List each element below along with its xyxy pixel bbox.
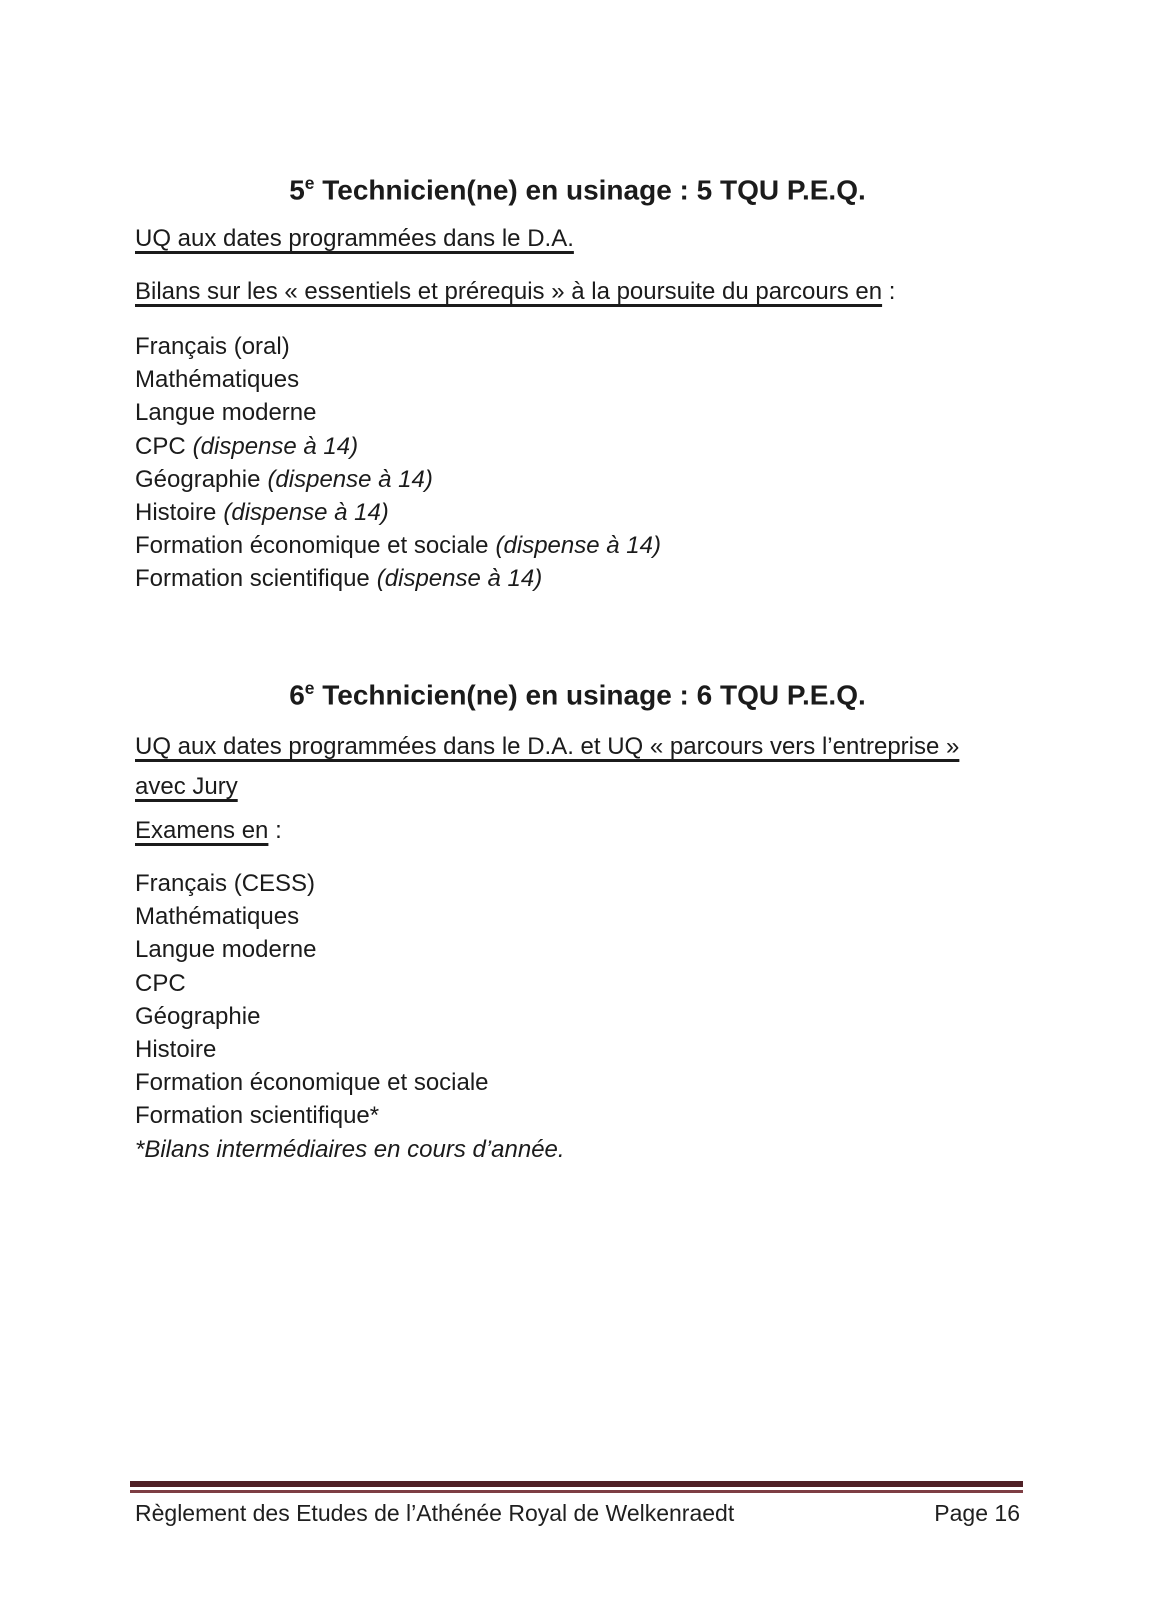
subject-line xyxy=(135,330,1020,363)
footnote-line xyxy=(135,1133,1020,1166)
subject-line xyxy=(135,1099,1020,1132)
section-5-intro xyxy=(135,222,1020,255)
subject-line xyxy=(135,562,1020,595)
section-6-title xyxy=(135,670,1020,713)
section-6-exams-underlined: Examens en xyxy=(135,817,269,844)
section-5-bilans-underlined: Bilans sur les « essentiels et prérequis » à la poursuite du parcours en xyxy=(135,278,883,305)
section-6-intro-line1-wrap xyxy=(135,727,1020,767)
subject-line xyxy=(135,967,1020,1000)
footer-rule-thin xyxy=(130,1490,1023,1493)
subject-line xyxy=(135,1066,1020,1099)
section-5-title xyxy=(135,165,1020,208)
section-5-bilans-colon: : xyxy=(882,278,896,305)
footer-document-title: Règlement des Etudes de l’Athénée Royal de Welkenraedt xyxy=(135,1500,735,1526)
subject-note: (dispense à 14) xyxy=(376,565,543,593)
subject-name: Histoire xyxy=(135,499,217,527)
subject-name: Français (CESS) xyxy=(135,870,316,897)
subject-line xyxy=(135,529,1020,562)
subject-name: Histoire xyxy=(135,1036,217,1064)
subject-name: Langue moderne xyxy=(135,936,317,964)
section-6-subject-list xyxy=(135,867,1020,1166)
subject-note: (dispense à 14) xyxy=(223,499,389,527)
section-6-intro-line2: avec Jury xyxy=(135,773,238,800)
subject-line xyxy=(135,496,1020,529)
section-5-intro-text: UQ aux dates programmées dans le D.A. xyxy=(135,225,574,252)
footnote-text: *Bilans intermédiaires en cours d’année. xyxy=(135,1135,565,1163)
section-6-intro-line2-wrap xyxy=(135,767,1020,807)
subject-note: (dispense à 14) xyxy=(267,465,433,493)
subject-name: Mathématiques xyxy=(135,366,300,394)
section-6-intro xyxy=(135,727,1020,807)
page-footer xyxy=(135,1498,1020,1528)
section-6-title-text: Technicien(ne) en usinage : 6 TQU P.E.Q. xyxy=(314,679,866,711)
subject-name: Mathématiques xyxy=(135,903,300,931)
subject-line xyxy=(135,363,1020,396)
subject-line xyxy=(135,933,1020,966)
footer-page-number: Page 16 xyxy=(934,1500,1020,1526)
section-6-exams-line xyxy=(135,814,1020,847)
subject-line xyxy=(135,900,1020,933)
section-6-intro-line1: UQ aux dates programmées dans le D.A. et UQ « parcours vers l’entreprise » xyxy=(135,733,960,760)
subject-name: Formation scientifique* xyxy=(135,1102,380,1130)
subject-name: Formation économique et sociale xyxy=(135,532,489,560)
section-5-title-text: Technicien(ne) en usinage : 5 TQU P.E.Q. xyxy=(314,174,866,206)
subject-name: Formation économique et sociale xyxy=(135,1069,489,1097)
subject-name: CPC xyxy=(135,432,186,460)
subject-line xyxy=(135,396,1020,429)
subject-line xyxy=(135,463,1020,496)
subject-name: Géographie xyxy=(135,1002,261,1030)
section-6-title-number: 6 xyxy=(289,679,305,711)
subject-note: (dispense à 14) xyxy=(495,532,661,560)
section-5-subject-list xyxy=(135,330,1020,596)
section-5-bilans-line xyxy=(135,275,1020,308)
footer-rule-thick xyxy=(130,1481,1023,1487)
subject-name: CPC xyxy=(135,969,186,997)
subject-name: Français (oral) xyxy=(135,333,290,360)
subject-name: Langue moderne xyxy=(135,399,317,427)
section-5-title-superscript: e xyxy=(304,173,315,193)
subject-note: (dispense à 14) xyxy=(192,432,359,460)
section-6-title-superscript: e xyxy=(304,678,315,698)
section-5-title-number: 5 xyxy=(289,174,305,206)
subject-name: Formation scientifique xyxy=(135,565,370,593)
subject-name: Géographie xyxy=(135,465,261,493)
subject-line xyxy=(135,1033,1020,1066)
subject-line xyxy=(135,867,1020,900)
subject-line xyxy=(135,1000,1020,1033)
section-6-exams-colon: : xyxy=(268,817,282,844)
subject-line xyxy=(135,430,1020,463)
